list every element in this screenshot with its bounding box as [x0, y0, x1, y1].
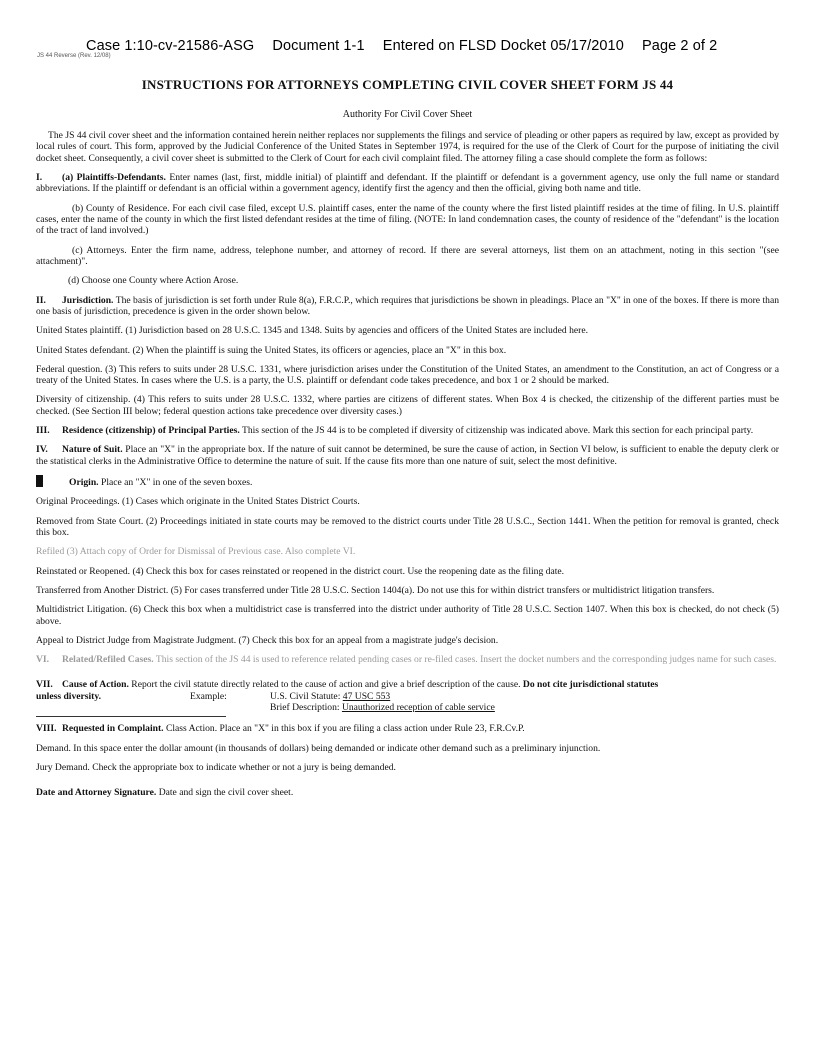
section-heading: (a) Plaintiffs-Defendants.: [62, 172, 166, 184]
section-number: IV.: [36, 444, 48, 456]
signature-text: Date and sign the civil cover sheet.: [158, 787, 294, 799]
section-6: [36, 654, 779, 665]
signature-heading: Date and Attorney Signature.: [36, 787, 157, 799]
section-warning: Do not cite jurisdictional statutes: [522, 679, 659, 691]
origin-4: Reinstated or Reopened. (4) Check this box for cases reinstated or reopened in the district court. Use the reopening date as the filing date.: [36, 565, 565, 577]
origin-2: Removed from State Court. (2) Proceedings initiated in state courts may be removed to the district courts under Title 28 U.S.C., Section 1441. When the petition for removal is granted, check this box.: [36, 515, 779, 538]
signature-section: [36, 787, 779, 798]
section-heading: Residence (citizenship) of Principal Parties.: [62, 425, 240, 437]
section-text: The basis of jurisdiction is set forth under Rule 8(a), F.R.C.P., which requires that jurisdictions be shown in pleadings. Place an "X" in one of the boxes. If there is more than one basis of jurisdiction, precedence is given in the order shown below.: [36, 294, 779, 317]
description-value: Unauthorized reception of cable service: [341, 702, 495, 714]
section-number: VIII.: [36, 723, 57, 735]
example-label: Example:: [190, 690, 227, 702]
section-number: I.: [36, 172, 43, 184]
origin-5: Transferred from Another District. (5) For cases transferred under Title 28 U.S.C. Section 1404(a). Do not use this for within district transfers or multidistrict litigation transfers.: [36, 584, 715, 596]
intro-paragraph: The JS 44 civil cover sheet and the information contained herein neither replaces nor supplements the filings and service of pleading or other papers as required by law, except as provided by local rules of court. This form, approved by the Judicial Conference of the United States in September 1974, is required for the use of the Clerk of Court for the purpose of initiating the civil docket sheet. Consequently, a civil cover sheet is submitted to the Clerk of Court for each civil complaint filed. The attorney filing a case should complete the form as follows:: [36, 130, 779, 164]
section-heading: Jurisdiction.: [62, 294, 114, 306]
section-1a: [36, 172, 779, 195]
section-number: III.: [36, 425, 50, 437]
form-code: JS 44 Reverse (Rev. 12/08): [37, 53, 111, 59]
section-text: Report the civil statute directly related to the cause of action and give a brief description of the cause.: [131, 679, 521, 691]
section-text: Place an "X" in one of the seven boxes.: [101, 477, 253, 488]
description-line: [270, 702, 495, 713]
statute-line: [270, 691, 495, 702]
section-heading: Cause of Action.: [62, 679, 129, 691]
entered-date: Entered on FLSD Docket 05/17/2010: [382, 38, 624, 54]
origin-3: Refiled (3) Attach copy of Order for Dismissal of Previous case. Also complete VI.: [36, 546, 356, 558]
section-2-defendant: United States defendant. (2) When the plaintiff is suing the United States, its officers or agencies, place an "X" in this box.: [36, 344, 507, 356]
section-number: VII.: [36, 679, 53, 691]
divider: [36, 716, 226, 717]
description-label: Brief Description:: [270, 702, 340, 714]
section-text: Enter names (last, first, middle initial) of plaintiff and defendant. If the plaintiff or defendant is a government agency, use only the full name or standard abbreviations. If the plaintiff or defendant is an official within a government agency, identify first the agency and then the official, giving both name and title.: [36, 172, 779, 195]
document-body: [36, 77, 779, 807]
section-8-demand: Demand. In this space enter the dollar amount (in thousands of dollars) being demanded or indicate other demand such as a preliminary injunction.: [36, 742, 601, 754]
section-2: [36, 295, 779, 318]
section-5: [36, 475, 779, 488]
origin-7: Appeal to District Judge from Magistrate Judgment. (7) Check this box for an appeal from a magistrate judge's decision.: [36, 634, 499, 646]
section-1d: (d) Choose one County where Action Arose.: [68, 275, 239, 287]
section-heading: Origin.: [69, 477, 99, 488]
section-text: This section of the JS 44 is used to reference related pending cases or re-filed cases. Insert the docket numbers and the corresponding judges name for such cases.: [155, 654, 777, 666]
statute-label: U.S. Civil Statute:: [270, 690, 341, 702]
docket-header: [86, 38, 731, 54]
section-7: [36, 679, 779, 717]
section-1b: (b) County of Residence. For each civil case filed, except U.S. plaintiff cases, enter the name of the county where the first listed plaintiff resides at the time of filing. In U.S. plaintiff cases, enter the name of the county in which the first listed defendant resides at the time of filing. (NOTE: In land condemnation cases, the county of residence of the "defendant" is the location of the tract of land involved.): [36, 202, 779, 237]
section-text: This section of the JS 44 is to be completed if diversity of citizenship was indicated above. Mark this section for each principal party.: [241, 425, 754, 437]
page-number: Page 2 of 2: [642, 38, 718, 54]
section-8-jury: Jury Demand. Check the appropriate box to indicate whether or not a jury is being demanded.: [36, 762, 396, 773]
section-3: [36, 425, 779, 436]
section-1c: (c) Attorneys. Enter the firm name, address, telephone number, and attorney of record. If there are several attorneys, list them on an attachment, noting in this section "(see attachment)".: [36, 244, 779, 267]
section-2-federal: Federal question. (3) This refers to suits under 28 U.S.C. 1331, where jurisdiction arises under the Constitution of the United States, an amendment to the Constitution, an act of Congress or a treaty of the United States. In cases where the U.S. is a party, the U.S. plaintiff or defendant code takes precedence, and box 1 or 2 should be marked.: [36, 363, 779, 387]
origin-1: Original Proceedings. (1) Cases which originate in the United States District Courts.: [36, 496, 360, 508]
redaction-mark: [36, 475, 43, 487]
section-number: VI.: [36, 654, 50, 666]
document-number: Document 1-1: [272, 38, 365, 54]
section-heading: Related/Refiled Cases.: [62, 654, 154, 666]
section-4: [36, 444, 779, 467]
section-number: II.: [36, 294, 46, 306]
section-text: Place an "X" in the appropriate box. If the nature of suit cannot be determined, be sure the cause of action, in Section VI below, is sufficient to enable the deputy clerk or the statistical clerks in the Administrative Office to determine the nature of suit. If the cause fits more than one nature of suit, select the most definitive.: [36, 444, 779, 467]
section-text: Class Action. Place an "X" in this box if you are filing a class action under Rule 23, F.R.Cv.P.: [165, 723, 525, 735]
section-2-plaintiff: United States plaintiff. (1) Jurisdiction based on 28 U.S.C. 1345 and 1348. Suits by agencies and officers of the United States are included here.: [36, 325, 588, 337]
origin-6: Multidistrict Litigation. (6) Check this box when a multidistrict case is transferred into the district under authority of Title 28 U.S.C. Section 1407. When this box is checked, do not check (5) above.: [36, 604, 779, 627]
section-2-diversity: Diversity of citizenship. (4) This refers to suits under 28 U.S.C. 1332, where parties are citizens of different states. When Box 4 is checked, the citizenship of the different parties must be checked. (See Section III below; federal question actions take precedence over diversity cases.): [36, 394, 779, 417]
page-subtitle: Authority For Civil Cover Sheet: [342, 109, 473, 121]
section-8: [36, 723, 779, 734]
statute-value: 47 USC 553: [342, 690, 391, 702]
section-heading: Nature of Suit.: [62, 444, 123, 456]
unless-diversity: unless diversity.: [36, 690, 102, 702]
page-title: INSTRUCTIONS FOR ATTORNEYS COMPLETING CIVIL COVER SHEET FORM JS 44: [141, 77, 674, 92]
case-number: Case 1:10-cv-21586-ASG: [86, 38, 255, 54]
section-heading: Requested in Complaint.: [62, 723, 164, 735]
